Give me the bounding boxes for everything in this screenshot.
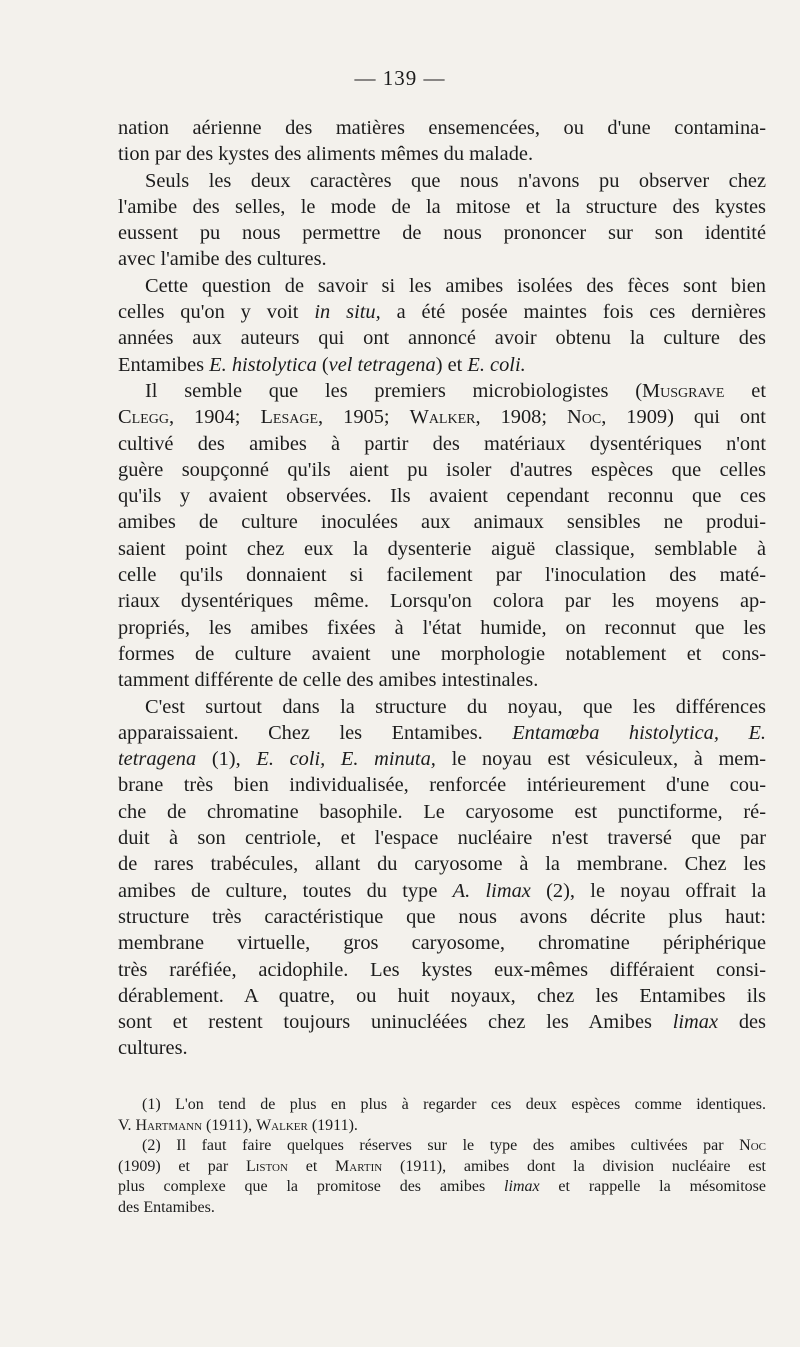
text-line: Clegg, 1904; Lesage, 1905; Walker, 1908; Noc, 1909) qui ont xyxy=(118,406,766,429)
text-line: eussent pu nous permettre de nous prononcer sur son identité xyxy=(118,222,766,245)
text-line: guère soupçonné qu'ils aient pu isoler d'autres espèces que celles xyxy=(118,458,766,481)
text-line: amibes de culture, toutes du type A. limax (2), le noyau offrait la xyxy=(118,879,766,902)
footnote-line: (2) Il faut faire quelques réserves sur le type des amibes cultivées par Noc xyxy=(142,1137,766,1154)
text-line: che de chromatine basophile. Le caryosome est punctiforme, ré- xyxy=(118,800,766,823)
text-line: années aux auteurs qui ont annoncé avoir obtenu la culture des xyxy=(118,327,766,350)
footnote-line: des Entamibes. xyxy=(118,1198,215,1216)
text-line: de rares trabécules, allant du caryosome à la membrane. Chez les xyxy=(118,853,766,876)
footnote-line: V. Hartmann (1911), Walker (1911). xyxy=(118,1116,358,1134)
footnotes xyxy=(118,1095,766,1218)
text-line: riaux dysentériques même. Lorsqu'on colora par les moyens ap- xyxy=(118,590,766,613)
text-line: C'est surtout dans la structure du noyau, que les différences xyxy=(145,695,766,718)
body-text xyxy=(118,115,766,1062)
text-line: tion par des kystes des aliments mêmes du malade. xyxy=(118,143,534,166)
text-line: propriés, les amibes fixées à l'état humide, on reconnut que les xyxy=(118,616,766,639)
text-line: Il semble que les premiers microbiologistes (Musgrave et xyxy=(145,379,766,402)
text-line: membrane virtuelle, gros caryosome, chromatine périphérique xyxy=(118,932,766,955)
text-line: Seuls les deux caractères que nous n'avons pu observer chez xyxy=(145,169,766,192)
text-line: amibes de culture inoculées aux animaux sensibles ne produi- xyxy=(118,511,766,534)
text-line: l'amibe des selles, le mode de la mitose et la structure des kystes xyxy=(118,195,766,218)
text-line: tetragena (1), E. coli, E. minuta, le noyau est vésiculeux, à mem- xyxy=(118,748,766,771)
text-line: très raréfiée, acidophile. Les kystes eux-mêmes différaient consi- xyxy=(118,958,766,981)
text-line: duit à son centriole, et l'espace nucléaire n'est traversé que par xyxy=(118,827,766,850)
text-line: celles qu'on y voit in situ, a été posée maintes fois ces dernières xyxy=(118,301,766,324)
text-line: brane très bien individualisée, renforcée intérieurement d'une cou- xyxy=(118,774,766,797)
text-line: tamment différente de celle des amibes intestinales. xyxy=(118,669,539,692)
text-line: qu'ils y avaient observées. Ils avaient cependant reconnu que ces xyxy=(118,485,766,508)
page-number: — 139 — xyxy=(354,66,446,90)
footnote-line: (1) L'on tend de plus en plus à regarder ces deux espèces comme identiques. xyxy=(142,1096,766,1113)
text-line: Cette question de savoir si les amibes isolées des fèces sont bien xyxy=(145,274,766,297)
text-line: apparaissaient. Chez les Entamibes. Entamœba histolytica, E. xyxy=(118,721,766,744)
text-line: dérablement. A quatre, ou huit noyaux, chez les Entamibes ils xyxy=(118,984,766,1007)
text-line: sont et restent toujours uninucléées chez les Amibes limax des xyxy=(118,1011,766,1034)
text-line: cultures. xyxy=(118,1037,188,1060)
text-line: celle qu'ils donnaient si facilement par l'inoculation des maté- xyxy=(118,564,766,587)
text-line: nation aérienne des matières ensemencées, ou d'une contamina- xyxy=(118,117,766,139)
text-line: structure très caractéristique que nous avons décrite plus haut: xyxy=(118,905,766,928)
text-line: avec l'amibe des cultures. xyxy=(118,248,327,271)
text-line: Entamibes E. histolytica (vel tetragena) et E. coli. xyxy=(118,353,526,376)
footnote-line: plus complexe que la promitose des amibes limax et rappelle la mésomitose xyxy=(118,1178,766,1195)
text-line: saient point chez eux la dysenterie aiguë classique, semblable à xyxy=(118,537,766,560)
text-line: cultivé des amibes à partir des matériaux dysentériques n'ont xyxy=(118,432,766,455)
footnote-line: (1909) et par Liston et Martin (1911), amibes dont la division nucléaire est xyxy=(118,1157,766,1175)
text-line: formes de culture avaient une morphologie notablement et cons- xyxy=(118,642,766,665)
